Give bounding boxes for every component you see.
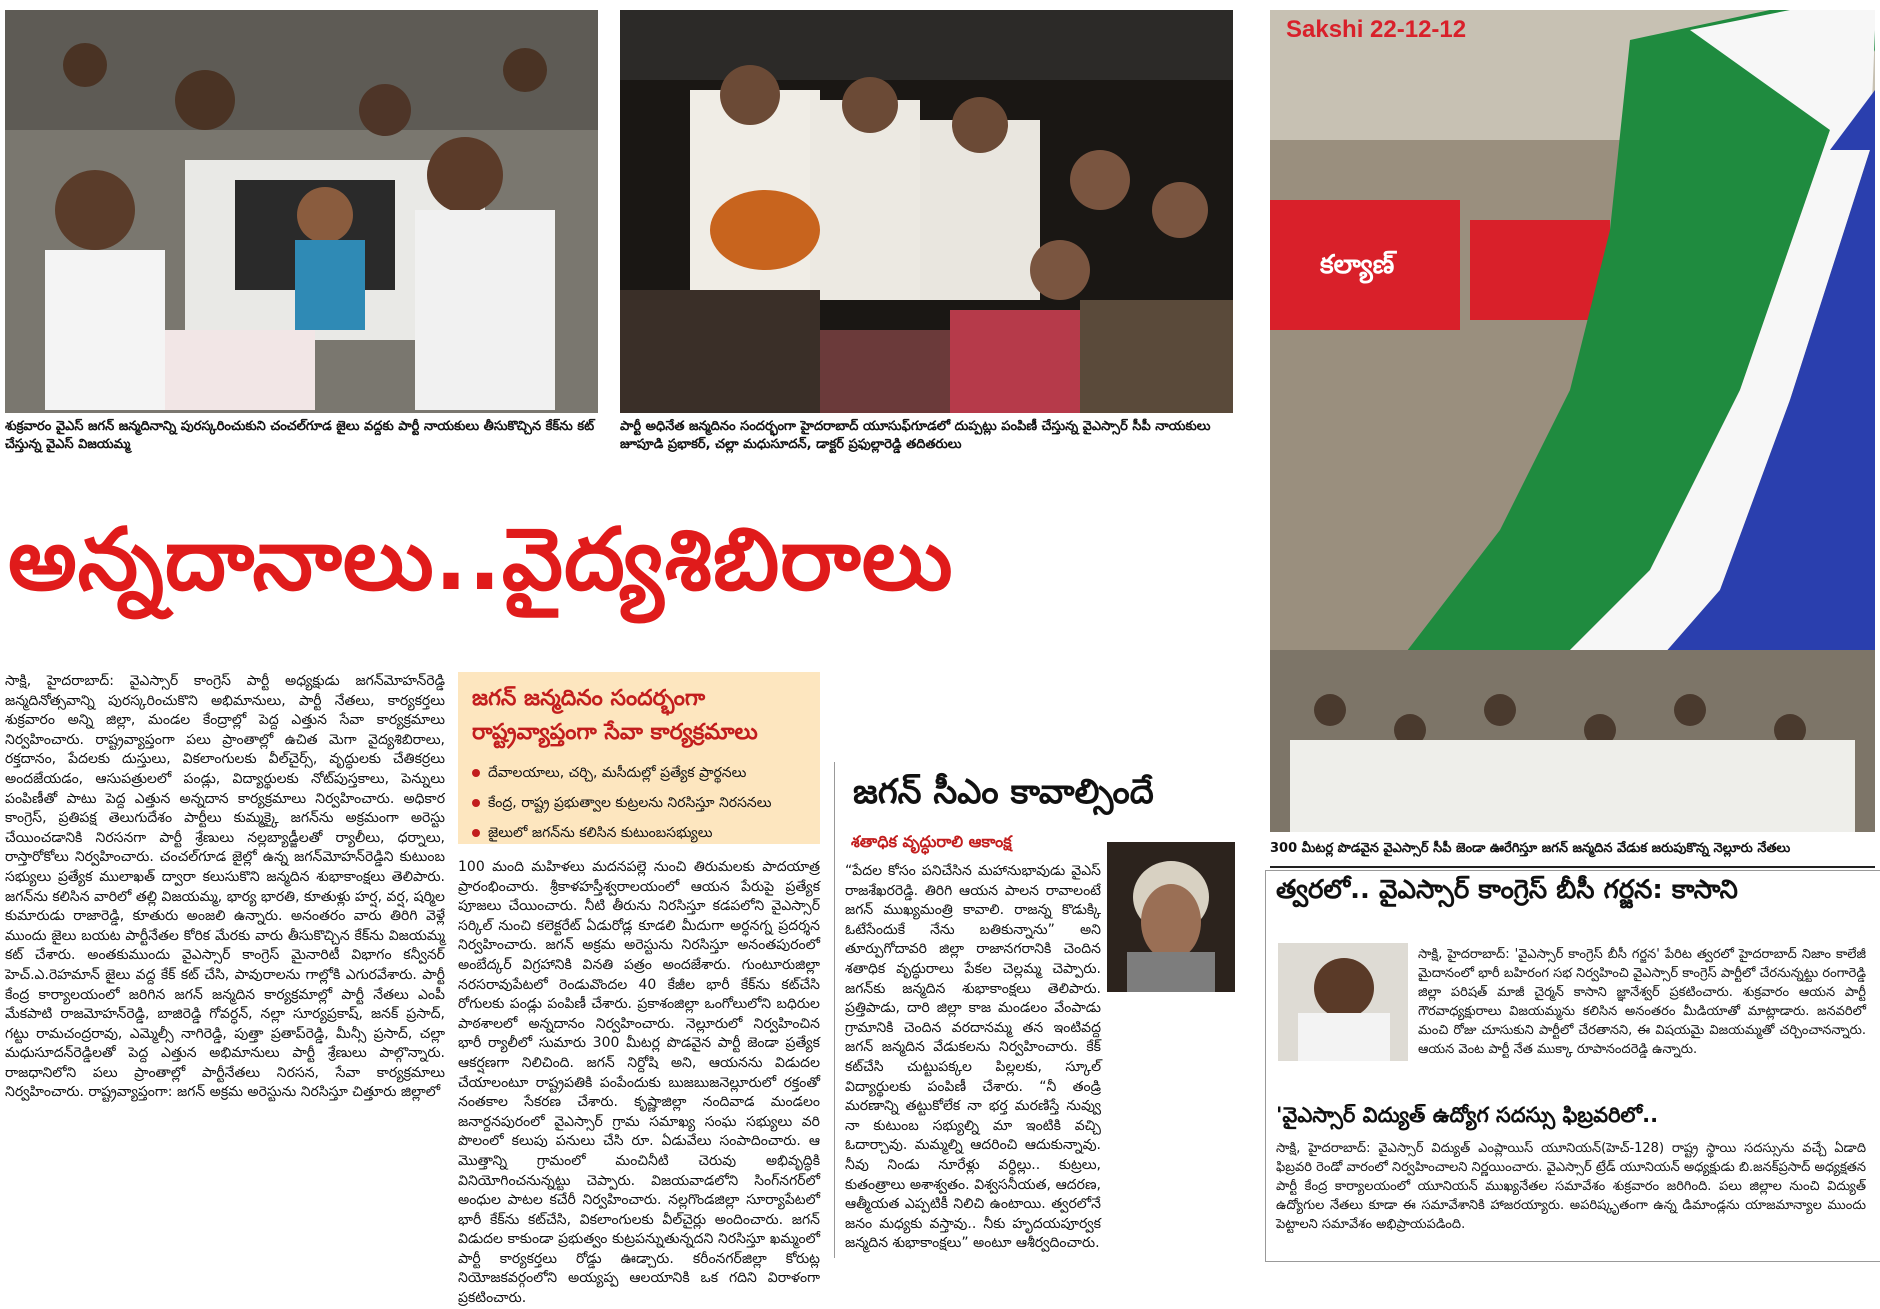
box-bullet-item xyxy=(472,818,806,848)
photo-blanket-distribution xyxy=(620,10,1233,413)
sidebar-portrait xyxy=(1107,842,1235,992)
photo-flag-rally xyxy=(1270,10,1875,832)
kalyan-sign-text: కల్యాణ్ xyxy=(1320,250,1395,280)
article-column-1: సాక్షి, హైదరాబాద్: వైఎస్సార్ కాంగ్రెస్ పార్టీ అధ్యక్షుడు జగన్‌మోహన్‌రెడ్డి జన్మదినోత్సవాన్ని పురస్కరించుకొని అభిమానులు, పార్టీ నేతలు, కార్యకర్తలు శుక్రవారం అన్ని జిల్లా, మండల కేంద్రాల్లో పెద్ద ఎత్తున సేవా కార్యక్రమాలు నిర్వహించారు. రాష్ట్రవ్యాప్తంగా పలు ప్రాంతాల్లో ఉచిత మెగా వైద్యశిబిరాలు, రక్తదానం, పేదలకు దుస్తులు, వికలాంగులకు వీల్‌చైర్స్, వృద్ధులకు చేతికర్రలు అందజేయడం, ఆసుపత్రులలో పండ్లు, విద్యార్థులకు నోట్‌పుస్తకాలు, పెన్నులు పంపిణీతో పాటు పెద్ద ఎత్తున అన్నదాన కార్యక్రమాలు నిర్వహించారు. అధికార కాంగ్రెస్, ప్రతిపక్ష తెలుగుదేశం పార్టీలు కుమ్మక్కై జగన్‌ను అక్రమంగా అరెస్టు చేయించడానికి నిరసనగా పార్టీ శ్రేణులు నల్లబ్యాడ్జీలతో ర్యాలీలు, ధర్నాలు, రాస్తారోకోలు నిర్వహించారు. చంచల్‌గూడ జైల్లో ఉన్న జగన్‌మోహన్‌రెడ్డిని కుటుంబ సభ్యులు ప్రత్యేక ములాఖత్ ద్వారా కలుసుకొని జన్మదిన శుభాకాంక్షలు తెలిపారు. జగన్‌ను కలిసిన వారిలో తల్లి విజయమ్మ, భార్య భారతి, కూతుళ్లు హర్ష, వర్ష, షర్మిల కుమారుడు రాజారెడ్డి, కూతురు అంజలి ఉన్నారు. అనంతరం వారు తిరిగి వెళ్లే ముందు జైలు బయట పార్టీనేతల కోరిక మేరకు వారు తీసుకొచ్చిన కేక్‌ను విజయమ్మ కట్ చేశారు. అంతకుముందు వైఎస్సార్ కాంగ్రెస్ మైనారిటీ విభాగం కన్వీనర్ హెచ్.ఎ.రెహమాన్ జైలు వద్ద కేక్ కట్ చేసి, పావురాలను గాల్లోకి ఎగురవేశారు. పార్టీ కేంద్ర కార్యాలయంలో జరిగిన జగన్ జన్మదిన కార్యక్రమాల్లో పార్టీ నేతలు ఎంపీ మేకపాటి రాజమోహన్‌రెడ్డి, బాజిరెడ్డి గోవర్ధన్, నల్లా సూర్యప్రకాష్, జనక్ ప్రసాద్, గట్టు రామచంద్రరావు, ఎమ్మెల్సీ నాగిరెడ్డి, పుత్తా ప్రతాప్‌రెడ్డి, మీన్సీ ప్రసాద్, చల్లా మధుసూదన్‌రెడ్డిలతో పెద్ద ఎత్తున అభిమానులు పార్టీ శ్రేణులు పాల్గొన్నారు. రాజధానిలోని పలు ప్రాంతాల్లో పార్టీనేతలు నిరసన, సేవా కార్యక్రమాలు నిర్వహించారు. రాష్ట్రవ్యాప్తంగా: జగన్ అక్రమ అరెస్టును నిరసిస్తూ చిత్తూరు జిల్లాలో xyxy=(5,673,445,1101)
box-bullet-text: కేంద్ర, రాష్ట్ర ప్రభుత్వాల కుట్రలను నిరసిస్తూ నిరసనలు xyxy=(488,795,772,811)
photo-vijayamma-cake xyxy=(5,10,598,413)
right-sub-headline: 'వైఎస్సార్ విద్యుత్ ఉద్యోగ సదస్సు ఫిబ్రవరిలో.. xyxy=(1276,1103,1659,1127)
sidebar-subhead: శతాధిక వృద్ధురాలి ఆకాంక్ష xyxy=(851,832,1012,851)
sidebar-body-text: “పేదల కోసం పనిచేసిన మహానుభావుడు వైఎస్ రాజశేఖరరెడ్డి. తిరిగి ఆయన పాలన రావాలంటే జగన్ ముఖ్యమంత్రి కావాలి. రాజన్న కొడుక్కి ఓటేసేందుకే నేను బతికున్నాను” అని తూర్పుగోదావరి జిల్లా రాజానగరానికి చెందిన శతాధిక వృద్ధురాలు పేకల చెల్లమ్మ చెప్పారు. జగన్‌కు జన్మదిన శుభాకాంక్షలు తెలిపారు. ప్రత్తిపాడు, దారి జిల్లా కాజ మండలం వేంపాడు గ్రామానికి చెందిన వరదానమ్మ తన ఇంటివద్ద జగన్ జన్మదిన వేడుకలను నిర్వహించారు. కేక్ కట్‌చేసి చుట్టుపక్కల పిల్లలకు, స్కూల్ విద్యార్థులకు పంపిణీ చేశారు. “నీ తండ్రి మరణాన్ని తట్టుకోలేక నా భర్త మరణిస్తే నువ్వు నా కుటుంబ సభ్యుల్ని మా ఇంటికి వచ్చి ఓదార్చావు. మమ్మల్ని ఆదరించి ఆదుకున్నావు. నీవు నిండు నూరేళ్లు వర్ధిల్లు.. కుట్రలు, కుతంత్రాలు అశాశ్వతం. విశ్వసనీయత, ఆదరణ, ఆత్మీయత ఎప్పటికీ నిలిచి ఉంటాయి. త్వరలోనే జనం మధ్యకు వస్తావు.. నీకు హృదయపూర్వక జన్మదిన శుభాకాంక్షలు” అంటూ ఆశీర్వదించారు. xyxy=(845,863,1101,1252)
right-story-headline: త్వరలో.. వైఎస్సార్ కాంగ్రెస్ బీసీ గర్జన: కాసాని xyxy=(1276,875,1738,905)
bullet-icon xyxy=(472,829,480,837)
photo-date-stamp: Sakshi 22-12-12 xyxy=(1286,16,1467,43)
bullet-icon xyxy=(472,799,480,807)
box-bullet-text: దేవాలయాలు, చర్చి, మసీదుల్లో ప్రత్యేక ప్రార్థనలు xyxy=(488,765,747,781)
photo3-bottom-rule xyxy=(1270,866,1875,868)
right-story-body: సాక్షి, హైదరాబాద్: 'వైఎస్సార్ కాంగ్రెస్ బీసీ గర్జన' పేరిట త్వరలో హైదరాబాద్ నిజాం కాలేజీ మైదానంలో భారీ బహిరంగ సభ నిర్వహించి వైఎస్సార్ కాంగ్రెస్ పార్టీలో చేరనున్నట్టు రంగారెడ్డి జిల్లా పరిషత్ మాజీ చైర్మన్ కాసాని జ్ఞానేశ్వర్ ప్రకటించారు. శుక్రవారం ఆయన పార్టీ గౌరవాధ్యక్షురాలు విజయమ్మను కలిసిన అనంతరం మీడియాతో మాట్లాడారు. జనవరిలో మంచి రోజు చూసుకుని పార్టీలో చేరతానని, ఈ విషయమై విజయమ్మతో చర్చించానన్నారు. ఆయన వెంట పార్టీ నేత ముక్కా రూపానందరెడ్డి ఉన్నారు. xyxy=(1418,947,1866,1057)
sidebar-box xyxy=(834,762,1243,1258)
photo1-caption: శుక్రవారం వైఎస్ జగన్ జన్మదినాన్ని పురస్కరించుకుని చంచల్‌గూడ జైలు వద్దకు పార్టీ నాయకులు తీసుకొచ్చిన కేక్‌ను కట్ చేస్తున్న వైఎస్ విజయమ్మ xyxy=(5,419,595,452)
box-heading-line-1: జగన్ జన్మదినం సందర్భంగా xyxy=(472,686,706,711)
right-sub-body: సాక్షి, హైదరాబాద్: వైఎస్సార్ విద్యుత్ ఎంప్లాయిస్ యూనియన్(హెచ్-128) రాష్ట్ర స్థాయి సదస్సును వచ్చే ఏడాది ఫిబ్రవరి రెండో వారంలో నిర్వహించాలని నిర్ణయించారు. వైఎస్సార్ ట్రేడ్ యూనియన్ అధ్యక్షుడు బి.జనక్‌ప్రసాద్ అధ్యక్షతన పార్టీ కేంద్ర కార్యాలయంలో యూనియన్ ముఖ్యనేతల సమావేశం శుక్రవారం జరిగింది. పలు జిల్లాల నుంచి విద్యుత్ ఉద్యోగుల నేతలు కూడా ఈ సమావేశానికి హాజరయ్యారు. అపరిష్కృతంగా ఉన్న డిమాండ్లను యాజమాన్యాల ముందు పెట్టాలని సమావేశం అభిప్రాయపడింది. xyxy=(1276,1141,1866,1232)
box-bullet-item xyxy=(472,758,806,788)
right-story-box xyxy=(1265,870,1880,1262)
box-heading-line-2: రాష్ట్రవ్యాప్తంగా సేవా కార్యక్రమాలు xyxy=(472,720,758,745)
photo2-caption: పార్టీ అధినేత జన్మదినం సందర్భంగా హైదరాబాద్ యూసుఫ్‌గూడలో దుప్పట్లు పంపిణీ చేస్తున్న వైఎస్సార్ సీపీ నాయకులు జూపూడి ప్రభాకర్, చల్లా మధుసూదన్, డాక్టర్ ప్రఫుల్లారెడ్డి తదితరులు xyxy=(620,419,1211,452)
highlight-box xyxy=(458,672,820,844)
kasani-portrait xyxy=(1278,943,1408,1061)
article-column-2: 100 మంది మహిళలు మదనపల్లె నుంచి తిరుమలకు పాదయాత్ర ప్రారంభించారు. శ్రీకాళహస్తీశ్వరాలయంలో ఆయన పేరుపై ప్రత్యేక పూజలు చేయించారు. నీటి తీరును నిరసిస్తూ కడపలోని వైఎస్సార్ సర్కిల్ నుంచి కలెక్టరేట్ ఏడురోడ్ల కూడలి మీదుగా అర్ధనగ్న ప్రదర్శన నిర్వహించారు. జగన్ అక్రమ అరెస్టును నిరసిస్తూ అనంతపురంలో అంబేద్కర్ విగ్రహానికి వినతి పత్రం అందజేశారు. గుంటూరుజిల్లా నరసరావుపేటలో రెండువొందల 40 కేజీల భారీ కేక్‌ను కట్‌చేసి రోగులకు పండ్లు పంపిణీ చేశారు. ప్రకాశంజిల్లా ఒంగోలులోని బధిరుల పాఠశాలలో అన్నదానం నిర్వహించారు. నెల్లూరులో నిర్వహించిన భారీ ర్యాలీలో సుమారు 300 మీటర్ల పొడవైన పార్టీ జెండా ప్రత్యేక ఆకర్షణగా నిలిచింది. జగన్ నిర్దోషి అని, ఆయనను విడుదల చేయాలంటూ రాష్ట్రపతికి పంపేందుకు బుజబుజనెల్లూరులో రక్తంతో నంతకాల సేకరణ చేశారు. కృష్ణాజిల్లా నందివాడ మండలం జనార్దనపురంలో వైఎస్సార్ గ్రామ సమాఖ్య సంఘ సభ్యులు వరి పొలంలో కలుపు పనులు చేసి రూ. ఏడువేలు సంపాదించారు. ఆ మొత్తాన్ని గ్రామంలో మంచినీటి చెరువు అభివృద్ధికి వినియోగించనున్నట్టు చెప్పారు. విజయవాడలోని సింగ్‌నగర్‌లో అంధుల పాటల కచేరీ నిర్వహించారు. నల్లగొండజిల్లా సూర్యాపేటలో భారీ కేక్‌ను కట్‌చేసి, వికలాంగులకు వీల్‌చైర్లు అందించారు. జగన్ విడుదల కాకుండా ప్రభుత్వం కుట్రపన్నుతున్నదని నిరసిస్తూ ఖమ్మంలో పార్టీ కార్యకర్తలు రోడ్డు ఊడ్చారు. కరీంనగర్‌జిల్లా కోరుట్ల నియోజకవర్గంలోని అయ్యప్ప ఆలయానికి ఒక గదిని విరాళంగా ప్రకటించారు. xyxy=(458,859,820,1307)
sidebar-headline: జగన్ సీఎం కావాల్సిందే xyxy=(853,772,1154,812)
main-headline: అన్నదానాలు..వైద్యశిబిరాలు xyxy=(8,510,954,610)
box-bullet-item xyxy=(472,788,806,818)
bullet-icon xyxy=(472,769,480,777)
article-column-3-continuation xyxy=(834,672,1242,772)
box-bullet-text: జైలులో జగన్‌ను కలిసిన కుటుంబసభ్యులు xyxy=(488,825,713,841)
box-bullet-list xyxy=(472,758,806,848)
photo3-caption: 300 మీటర్ల పొడవైన వైఎస్సార్ సీపీ జెండా ఊరేగిస్తూ జగన్ జన్మదిన వేడుక జరుపుకొన్న నెల్లూరు నేతలు xyxy=(1270,841,1791,856)
